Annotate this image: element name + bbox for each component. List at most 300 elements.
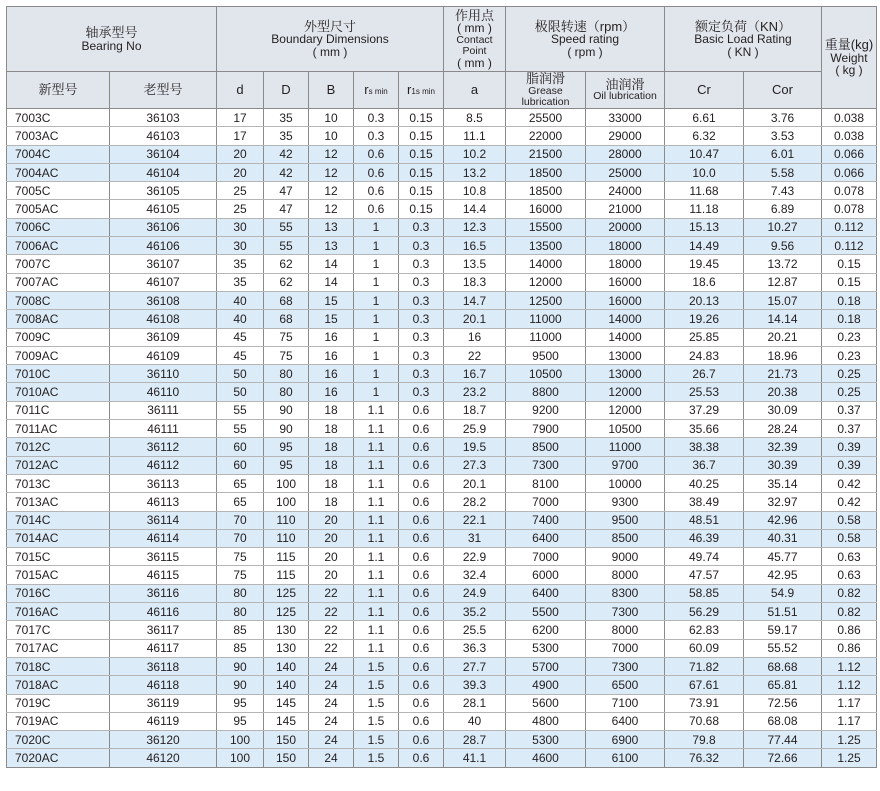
width-B-cell: 22 xyxy=(309,603,354,621)
load-cr-cell: 47.57 xyxy=(665,566,744,584)
bore-d-cell: 85 xyxy=(217,621,264,639)
load-cor-cell: 6.01 xyxy=(744,145,822,163)
load-cr-cell: 40.25 xyxy=(665,474,744,492)
weight-cell: 1.25 xyxy=(822,731,877,749)
table-row xyxy=(7,694,877,712)
width-B-cell: 20 xyxy=(309,548,354,566)
load-cor-cell: 59.17 xyxy=(744,621,822,639)
table-row xyxy=(7,511,877,529)
load-cr-cell: 38.38 xyxy=(665,438,744,456)
load-cor-cell: 30.09 xyxy=(744,401,822,419)
rs-min-cell: 1 xyxy=(354,291,399,309)
rs-min-cell: 1.1 xyxy=(354,401,399,419)
load-cor-cell: 40.31 xyxy=(744,529,822,547)
load-cor-cell: 14.14 xyxy=(744,310,822,328)
r1s-min-cell: 0.6 xyxy=(399,584,444,602)
r1s-min-cell: 0.3 xyxy=(399,328,444,346)
grease-speed-cell: 6400 xyxy=(506,529,586,547)
weight-unit: ( kg ) xyxy=(835,63,863,78)
load-cor-cell: 9.56 xyxy=(744,237,822,255)
rs-min-cell: 1.5 xyxy=(354,749,399,767)
rs-min-cell: 1 xyxy=(354,383,399,401)
new-model-cell: 7014AC xyxy=(7,529,110,547)
weight-cell: 0.58 xyxy=(822,511,877,529)
weight-cell: 0.42 xyxy=(822,493,877,511)
contact-a-cell: 23.2 xyxy=(444,383,506,401)
r1s-min-cell: 0.6 xyxy=(399,657,444,675)
old-model-cell: 36103 xyxy=(110,109,217,127)
grease-speed-cell: 4900 xyxy=(506,676,586,694)
bore-d-cell: 40 xyxy=(217,310,264,328)
oil-speed-cell: 9000 xyxy=(586,548,665,566)
table-row xyxy=(7,474,877,492)
old-model-cell: 46120 xyxy=(110,749,217,767)
weight-cell: 0.078 xyxy=(822,200,877,218)
table-row xyxy=(7,109,877,127)
contact-a-cell: 25.5 xyxy=(444,621,506,639)
grease-speed-cell: 5500 xyxy=(506,603,586,621)
outer-D-cell: 150 xyxy=(264,749,309,767)
old-model-cell: 36105 xyxy=(110,182,217,200)
bore-d-cell: 85 xyxy=(217,639,264,657)
r1s-min-cell: 0.15 xyxy=(399,127,444,145)
bore-d-cell: 45 xyxy=(217,346,264,364)
old-model-cell: 36109 xyxy=(110,328,217,346)
width-B-cell: 15 xyxy=(309,291,354,309)
new-model-cell: 7007AC xyxy=(7,273,110,291)
old-model-cell: 36116 xyxy=(110,584,217,602)
weight-cell: 0.112 xyxy=(822,218,877,236)
rs-min-cell: 0.3 xyxy=(354,109,399,127)
bore-d-cell: 80 xyxy=(217,584,264,602)
r1s-min-cell: 0.6 xyxy=(399,639,444,657)
new-model-cell: 7010C xyxy=(7,365,110,383)
load-cr-cell: 19.26 xyxy=(665,310,744,328)
outer-D-cell: 80 xyxy=(264,383,309,401)
load-cr-cell: 79.8 xyxy=(665,731,744,749)
old-model-cell: 36114 xyxy=(110,511,217,529)
contact-a-cell: 27.3 xyxy=(444,456,506,474)
old-model-cell: 36120 xyxy=(110,731,217,749)
bore-d-cell: 70 xyxy=(217,511,264,529)
width-B-cell: 20 xyxy=(309,529,354,547)
grease-speed-cell: 9200 xyxy=(506,401,586,419)
oil-speed-cell: 21000 xyxy=(586,200,665,218)
grease-speed-cell: 9500 xyxy=(506,346,586,364)
weight-cell: 1.25 xyxy=(822,749,877,767)
new-model-cell: 7013AC xyxy=(7,493,110,511)
table-row xyxy=(7,456,877,474)
rs-min-cell: 1.5 xyxy=(354,657,399,675)
bore-d-cell: 55 xyxy=(217,401,264,419)
outer-D-cell: 95 xyxy=(264,438,309,456)
contact-header xyxy=(444,7,506,72)
r1s-min-cell: 0.6 xyxy=(399,712,444,730)
oil-speed-cell: 6900 xyxy=(586,731,665,749)
rs-symbol: r xyxy=(364,82,369,98)
width-B-cell: 24 xyxy=(309,749,354,767)
new-model-cell: 7012C xyxy=(7,438,110,456)
oil-speed-cell: 16000 xyxy=(586,291,665,309)
outer-D-cell: 62 xyxy=(264,273,309,291)
old-model-cell: 46119 xyxy=(110,712,217,730)
width-B-cell: 24 xyxy=(309,676,354,694)
table-row xyxy=(7,621,877,639)
table-row xyxy=(7,182,877,200)
width-B-cell: 18 xyxy=(309,420,354,438)
load-cor-cell: 18.96 xyxy=(744,346,822,364)
outer-D-cell: 55 xyxy=(264,237,309,255)
bore-d-cell: 95 xyxy=(217,712,264,730)
new-model-cell: 7020C xyxy=(7,731,110,749)
load-cor-cell: 77.44 xyxy=(744,731,822,749)
bore-d-cell: 100 xyxy=(217,749,264,767)
r1s-min-cell: 0.6 xyxy=(399,548,444,566)
grease-speed-cell: 21500 xyxy=(506,145,586,163)
oil-speed-cell: 24000 xyxy=(586,182,665,200)
oil-speed-cell: 6100 xyxy=(586,749,665,767)
contact-a-cell: 11.1 xyxy=(444,127,506,145)
oil-speed-cell: 18000 xyxy=(586,255,665,273)
bore-d-cell: 20 xyxy=(217,145,264,163)
load-cr-cell: 62.83 xyxy=(665,621,744,639)
D-label: D xyxy=(281,82,291,98)
old-model-cell: 46111 xyxy=(110,420,217,438)
old-model-cell: 36118 xyxy=(110,657,217,675)
rs-min-cell: 1.5 xyxy=(354,676,399,694)
old-model-cell: 46109 xyxy=(110,346,217,364)
r1s-min-cell: 0.6 xyxy=(399,474,444,492)
weight-cell: 1.17 xyxy=(822,712,877,730)
weight-cell: 0.82 xyxy=(822,584,877,602)
width-B-cell: 16 xyxy=(309,328,354,346)
table-row xyxy=(7,328,877,346)
new-model-cell: 7008AC xyxy=(7,310,110,328)
weight-en: Weight xyxy=(830,50,868,65)
outer-D-cell: 62 xyxy=(264,255,309,273)
load-cr-cell: 25.53 xyxy=(665,383,744,401)
old-model-cell: 36107 xyxy=(110,255,217,273)
oil-speed-cell: 14000 xyxy=(586,310,665,328)
contact-unit-top: ( mm ) xyxy=(457,21,492,36)
rs-min-cell: 0.6 xyxy=(354,200,399,218)
new-model-cell: 7013C xyxy=(7,474,110,492)
outer-D-cell: 150 xyxy=(264,731,309,749)
table-row xyxy=(7,145,877,163)
old-model-cell: 46113 xyxy=(110,493,217,511)
bore-d-cell: 65 xyxy=(217,493,264,511)
load-cor-cell: 15.07 xyxy=(744,291,822,309)
r1s-min-cell: 0.6 xyxy=(399,731,444,749)
r1s-min-cell: 0.6 xyxy=(399,401,444,419)
oil-speed-cell: 6500 xyxy=(586,676,665,694)
load-cor-cell: 30.39 xyxy=(744,456,822,474)
bore-d-cell: 30 xyxy=(217,218,264,236)
load-cor-cell: 45.77 xyxy=(744,548,822,566)
boundary-header xyxy=(217,7,444,72)
grease-speed-cell: 7000 xyxy=(506,548,586,566)
oil-speed-cell: 9500 xyxy=(586,511,665,529)
weight-cell: 0.23 xyxy=(822,346,877,364)
contact-a-cell: 41.1 xyxy=(444,749,506,767)
outer-D-cell: 68 xyxy=(264,291,309,309)
contact-a-cell: 35.2 xyxy=(444,603,506,621)
weight-cell: 0.63 xyxy=(822,566,877,584)
r1s-min-cell: 0.6 xyxy=(399,529,444,547)
oil-speed-cell: 29000 xyxy=(586,127,665,145)
bearing-no-cn: 轴承型号 xyxy=(85,24,138,40)
table-row xyxy=(7,273,877,291)
grease-speed-cell: 15500 xyxy=(506,218,586,236)
old-model-cell: 36111 xyxy=(110,401,217,419)
bore-d-cell: 90 xyxy=(217,657,264,675)
contact-a-cell: 16.7 xyxy=(444,365,506,383)
load-cor-cell: 72.66 xyxy=(744,749,822,767)
rs-min-cell: 1 xyxy=(354,365,399,383)
new-model-cell: 7017C xyxy=(7,621,110,639)
oil-speed-cell: 16000 xyxy=(586,273,665,291)
contact-a-cell: 10.2 xyxy=(444,145,506,163)
grease-speed-cell: 18500 xyxy=(506,182,586,200)
d-label: d xyxy=(236,82,244,98)
r1s-min-cell: 0.15 xyxy=(399,163,444,181)
weight-cell: 0.15 xyxy=(822,273,877,291)
new-model-cell: 7005AC xyxy=(7,200,110,218)
old-model-cell: 46105 xyxy=(110,200,217,218)
bore-d-cell: 100 xyxy=(217,731,264,749)
r1s-min-cell: 0.6 xyxy=(399,603,444,621)
grease-speed-cell: 16000 xyxy=(506,200,586,218)
grease-speed-cell: 7000 xyxy=(506,493,586,511)
contact-a-cell: 40 xyxy=(444,712,506,730)
load-cor-cell: 5.58 xyxy=(744,163,822,181)
load-cor-cell: 10.27 xyxy=(744,218,822,236)
boundary-unit: ( mm ) xyxy=(312,44,348,59)
bearing-spec-table xyxy=(6,6,877,768)
grease-speed-cell: 12500 xyxy=(506,291,586,309)
new-model-cell: 7011AC xyxy=(7,420,110,438)
load-cr-cell: 26.7 xyxy=(665,365,744,383)
width-B-cell: 15 xyxy=(309,310,354,328)
weight-cell: 0.25 xyxy=(822,365,877,383)
oil-speed-cell: 13000 xyxy=(586,346,665,364)
load-cr-cell: 18.6 xyxy=(665,273,744,291)
outer-D-cell: 110 xyxy=(264,511,309,529)
oil-speed-cell: 25000 xyxy=(586,163,665,181)
load-cor-cell: 54.9 xyxy=(744,584,822,602)
table-row xyxy=(7,163,877,181)
width-B-cell: 18 xyxy=(309,438,354,456)
weight-cell: 1.12 xyxy=(822,657,877,675)
weight-cell: 0.86 xyxy=(822,639,877,657)
contact-a-cell: 16 xyxy=(444,328,506,346)
r1s-min-cell: 0.15 xyxy=(399,145,444,163)
rs-min-cell: 0.6 xyxy=(354,163,399,181)
bore-d-cell: 90 xyxy=(217,676,264,694)
r1s-min-cell: 0.3 xyxy=(399,273,444,291)
old-model-cell: 46103 xyxy=(110,127,217,145)
r1s-min-cell: 0.6 xyxy=(399,420,444,438)
r1s-min-cell: 0.15 xyxy=(399,200,444,218)
load-cr-cell: 36.7 xyxy=(665,456,744,474)
speed-unit: ( rpm ) xyxy=(567,44,603,59)
weight-cell: 0.39 xyxy=(822,438,877,456)
load-cn: 额定负荷（KN） xyxy=(694,18,792,34)
new-model-cell: 7018C xyxy=(7,657,110,675)
old-model-cell: 46117 xyxy=(110,639,217,657)
grease-speed-cell: 5300 xyxy=(506,731,586,749)
r1s-min-cell: 0.6 xyxy=(399,566,444,584)
contact-a-cell: 32.4 xyxy=(444,566,506,584)
bore-d-cell: 17 xyxy=(217,127,264,145)
load-cr-cell: 15.13 xyxy=(665,218,744,236)
new-model-cell: 7015AC xyxy=(7,566,110,584)
rs-min-cell: 1.1 xyxy=(354,493,399,511)
width-B-cell: 24 xyxy=(309,657,354,675)
rs-min-cell: 1.1 xyxy=(354,511,399,529)
contact-a-cell: 18.7 xyxy=(444,401,506,419)
load-cr-cell: 46.39 xyxy=(665,529,744,547)
old-model-cell: 46104 xyxy=(110,163,217,181)
contact-a-cell: 14.4 xyxy=(444,200,506,218)
grease-speed-cell: 6400 xyxy=(506,584,586,602)
rs-min-cell: 1.1 xyxy=(354,584,399,602)
table-row xyxy=(7,420,877,438)
table-row xyxy=(7,548,877,566)
oil-speed-cell: 14000 xyxy=(586,328,665,346)
load-cor-cell: 51.51 xyxy=(744,603,822,621)
load-cor-cell: 68.68 xyxy=(744,657,822,675)
outer-D-cell: 68 xyxy=(264,310,309,328)
contact-a-cell: 8.5 xyxy=(444,109,506,127)
oil-speed-cell: 8000 xyxy=(586,566,665,584)
load-cr-cell: 76.32 xyxy=(665,749,744,767)
d-header xyxy=(217,72,264,109)
table-row xyxy=(7,310,877,328)
new-model-cell: 7003AC xyxy=(7,127,110,145)
load-cor-cell: 32.97 xyxy=(744,493,822,511)
grease-speed-cell: 22000 xyxy=(506,127,586,145)
load-cr-cell: 48.51 xyxy=(665,511,744,529)
width-B-cell: 10 xyxy=(309,109,354,127)
grease-speed-cell: 6200 xyxy=(506,621,586,639)
grease-speed-cell: 5700 xyxy=(506,657,586,675)
oil-header xyxy=(586,72,665,109)
rs-min-cell: 1.1 xyxy=(354,474,399,492)
r1s-min-cell: 0.15 xyxy=(399,109,444,127)
contact-a-cell: 10.8 xyxy=(444,182,506,200)
weight-cell: 0.37 xyxy=(822,401,877,419)
grease-speed-cell: 8100 xyxy=(506,474,586,492)
width-B-cell: 22 xyxy=(309,584,354,602)
width-B-cell: 18 xyxy=(309,401,354,419)
width-B-cell: 18 xyxy=(309,456,354,474)
bore-d-cell: 55 xyxy=(217,420,264,438)
r1s-min-cell: 0.6 xyxy=(399,749,444,767)
bore-d-cell: 70 xyxy=(217,529,264,547)
contact-a-cell: 39.3 xyxy=(444,676,506,694)
bore-d-cell: 45 xyxy=(217,328,264,346)
oil-en: Oil lubrication xyxy=(593,90,657,103)
load-en: Basic Load Rating xyxy=(694,32,792,47)
weight-cell: 0.42 xyxy=(822,474,877,492)
rs-min-cell: 1.5 xyxy=(354,694,399,712)
outer-D-cell: 75 xyxy=(264,328,309,346)
rs-min-cell: 0.6 xyxy=(354,145,399,163)
contact-a-cell: 12.3 xyxy=(444,218,506,236)
oil-speed-cell: 33000 xyxy=(586,109,665,127)
grease-speed-cell: 14000 xyxy=(506,255,586,273)
rs-min-cell: 1.1 xyxy=(354,548,399,566)
width-B-cell: 12 xyxy=(309,182,354,200)
load-cr-cell: 35.66 xyxy=(665,420,744,438)
oil-cn: 油润滑 xyxy=(605,76,645,92)
cor-label: Cor xyxy=(772,82,793,98)
old-model-label: 老型号 xyxy=(143,82,183,98)
contact-a-cell: 27.7 xyxy=(444,657,506,675)
D-header xyxy=(264,72,309,109)
width-B-cell: 24 xyxy=(309,731,354,749)
r1s-min-cell: 0.6 xyxy=(399,438,444,456)
grease-speed-cell: 11000 xyxy=(506,328,586,346)
load-cr-cell: 60.09 xyxy=(665,639,744,657)
r1s-min-cell: 0.3 xyxy=(399,218,444,236)
load-cr-cell: 38.49 xyxy=(665,493,744,511)
weight-cell: 0.86 xyxy=(822,621,877,639)
r1s-min-cell: 0.3 xyxy=(399,383,444,401)
weight-cell: 0.37 xyxy=(822,420,877,438)
r1s-min-cell: 0.6 xyxy=(399,493,444,511)
table-row xyxy=(7,731,877,749)
new-model-cell: 7004AC xyxy=(7,163,110,181)
new-model-cell: 7009AC xyxy=(7,346,110,364)
rs-min-cell: 1.1 xyxy=(354,420,399,438)
r1s-min-cell: 0.3 xyxy=(399,291,444,309)
outer-D-cell: 115 xyxy=(264,566,309,584)
new-model-cell: 7007C xyxy=(7,255,110,273)
new-model-cell: 7017AC xyxy=(7,639,110,657)
weight-header xyxy=(822,7,877,109)
oil-speed-cell: 10500 xyxy=(586,420,665,438)
contact-unit: ( mm ) xyxy=(457,55,492,70)
bore-d-cell: 60 xyxy=(217,438,264,456)
load-cor-cell: 12.87 xyxy=(744,273,822,291)
width-B-cell: 12 xyxy=(309,200,354,218)
r1s-min-cell: 0.6 xyxy=(399,621,444,639)
load-cr-cell: 67.61 xyxy=(665,676,744,694)
r1s-min-header xyxy=(399,72,444,109)
load-cr-cell: 6.32 xyxy=(665,127,744,145)
speed-en: Speed rating xyxy=(550,32,620,47)
width-B-cell: 10 xyxy=(309,127,354,145)
contact-a-cell: 20.1 xyxy=(444,310,506,328)
bearing-no-en: Bearing No xyxy=(81,38,142,53)
grease-speed-cell: 8800 xyxy=(506,383,586,401)
load-cr-cell: 20.13 xyxy=(665,291,744,309)
load-cr-cell: 19.45 xyxy=(665,255,744,273)
oil-speed-cell: 28000 xyxy=(586,145,665,163)
bore-d-cell: 95 xyxy=(217,694,264,712)
weight-cell: 0.078 xyxy=(822,182,877,200)
oil-speed-cell: 6400 xyxy=(586,712,665,730)
contact-a-cell: 14.7 xyxy=(444,291,506,309)
old-model-cell: 46115 xyxy=(110,566,217,584)
weight-cell: 0.038 xyxy=(822,109,877,127)
width-B-cell: 18 xyxy=(309,493,354,511)
load-cr-cell: 24.83 xyxy=(665,346,744,364)
weight-cell: 0.23 xyxy=(822,328,877,346)
new-model-header xyxy=(7,72,110,109)
